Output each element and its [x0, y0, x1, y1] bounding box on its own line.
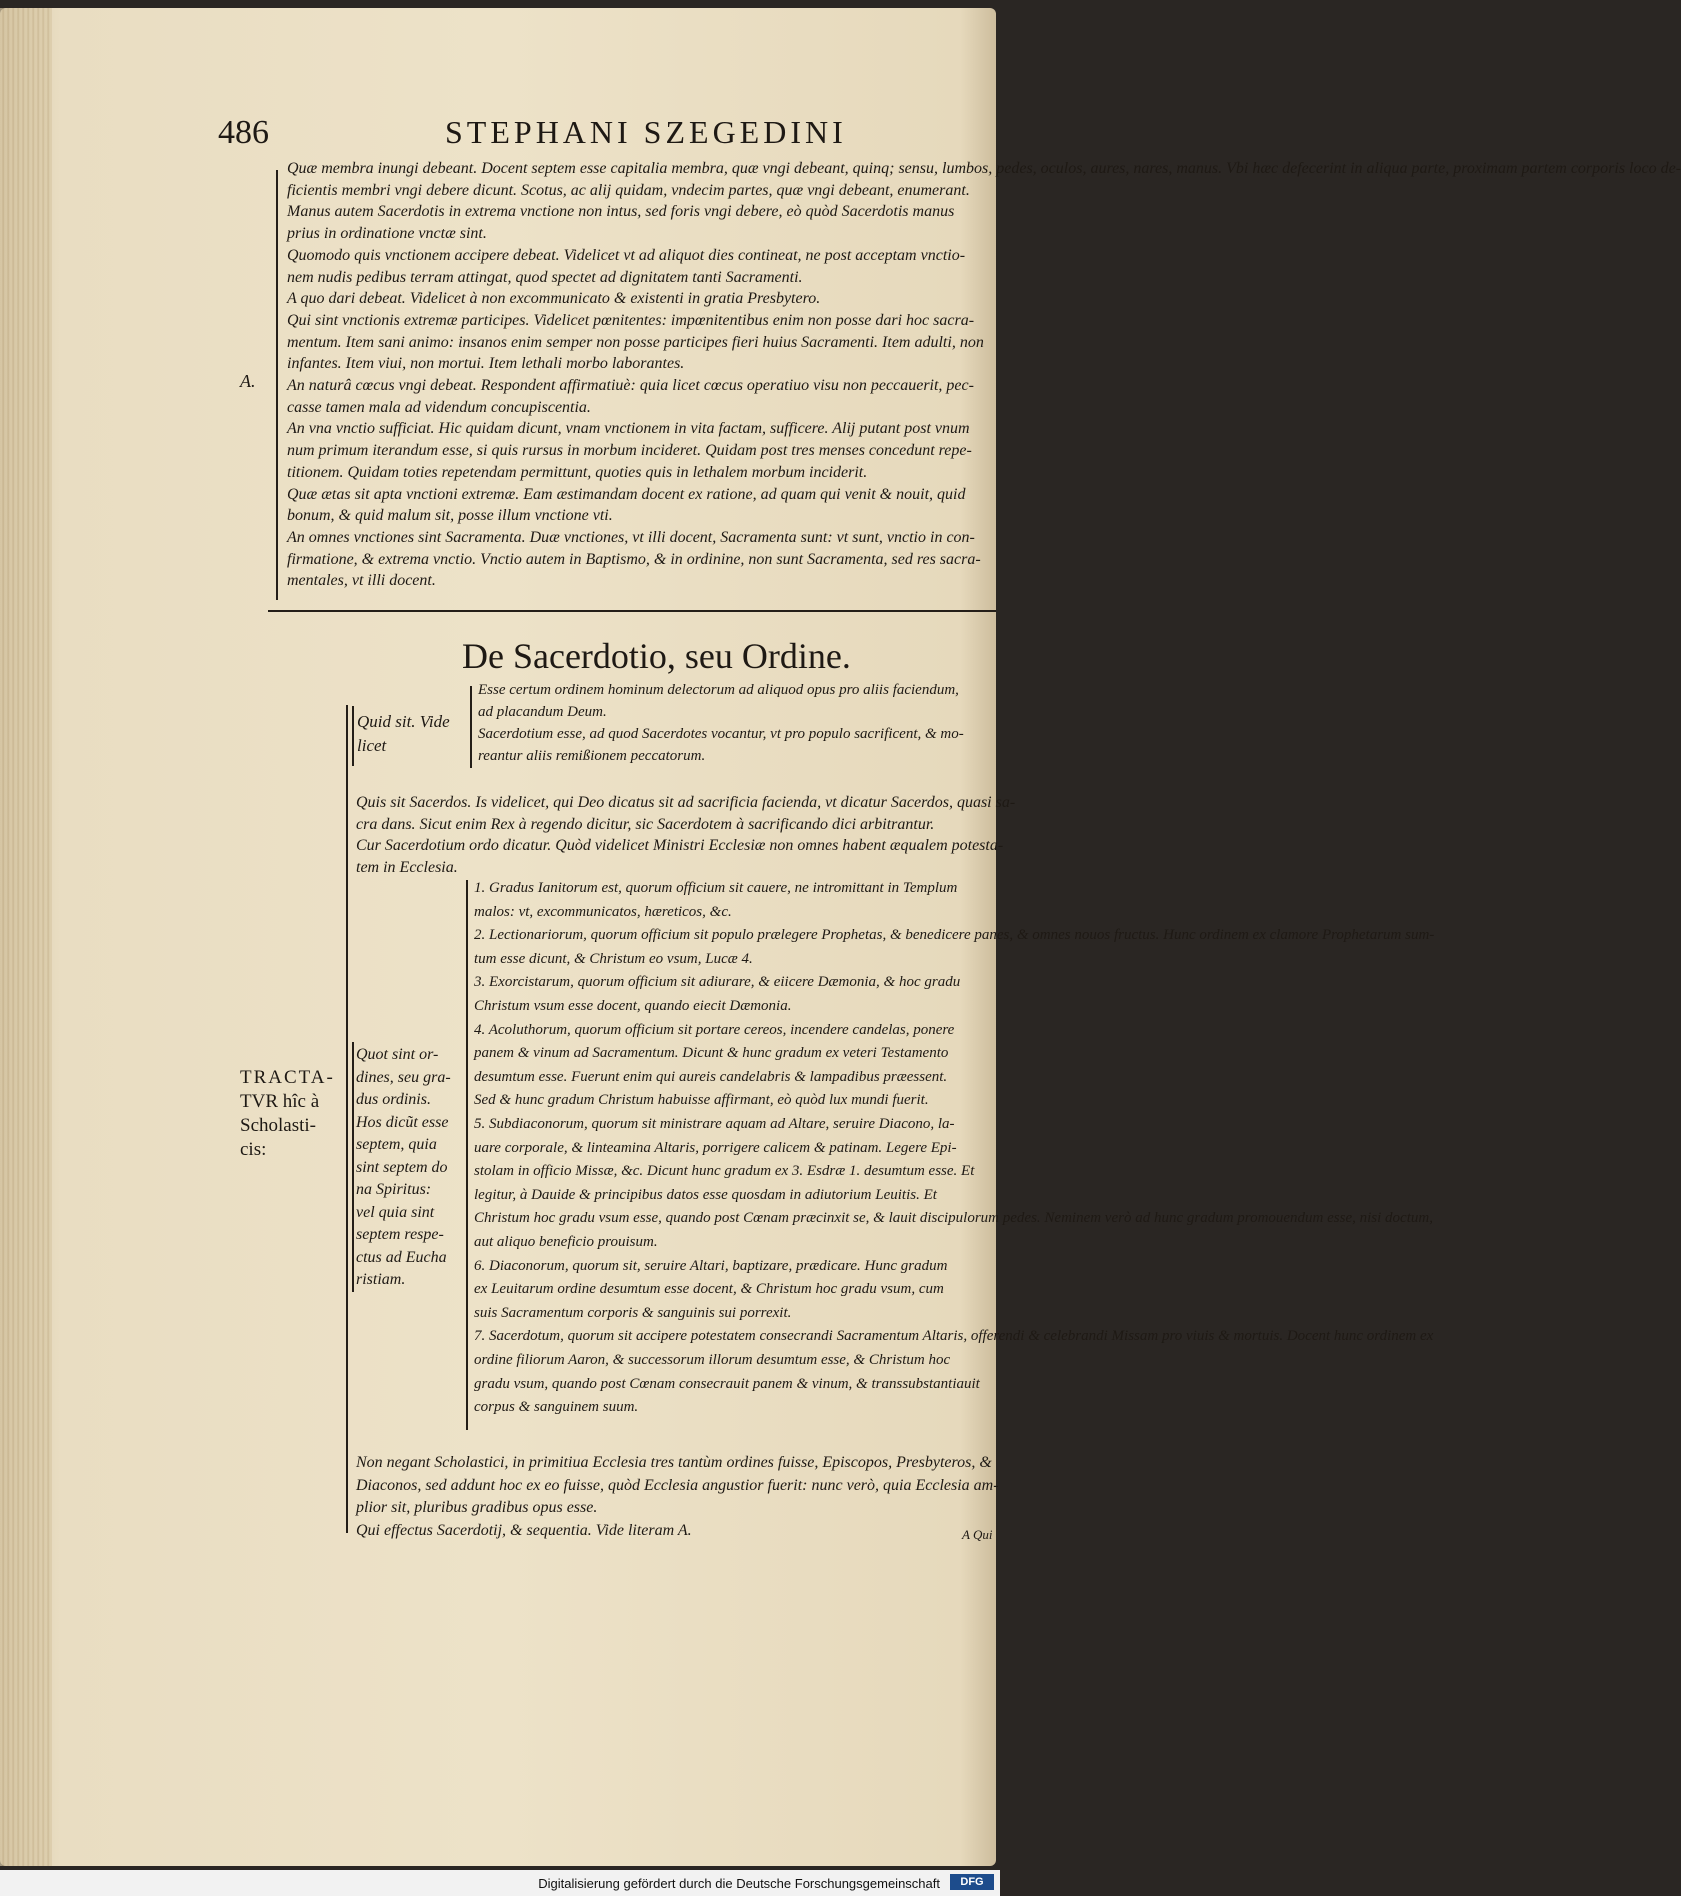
quid-sit-line: Sacerdotium esse, ad quod Sacerdotes vocantur, vt pro populo sacrificent, & mo- — [478, 726, 964, 742]
section-a-line: Quomodo quis vnctionem accipere debeat. Videlicet vt ad aliquot dies contineat, ne post acceptam vnctio- — [287, 246, 966, 264]
grade-line: 2. Lectionariorum, quorum officium sit populo prælegere Prophetas, & benedicere panes, & omnes nouos fructus. Hunc ordinem ex clamore Prophetarum sum- — [474, 927, 1435, 944]
grade-line: 6. Diaconorum, quorum sit, seruire Altari, baptizare, prædicare. Hunc gradum — [474, 1257, 948, 1274]
section-a-line: mentales, vt illi docent. — [287, 572, 436, 590]
grade-line: corpus & sanguinem suum. — [474, 1399, 639, 1416]
grade-line: uare corporale, & linteamina Altaris, porrigere calicem & patinam. Legere Epi- — [474, 1139, 957, 1156]
side-label-line4: cis: — [240, 1139, 267, 1160]
side-label-line3: Scholasti- — [240, 1115, 316, 1136]
section-a-line: bonum, & quid malum sit, posse illum vnctione vti. — [287, 507, 613, 525]
middle-line: Cur Sacerdotium ordo dicatur. Quòd videlicet Ministri Ecclesiæ non omnes habent æqualem potesta- — [356, 837, 1004, 854]
quot-sint-label-line: ristiam. — [356, 1271, 406, 1288]
grade-line: panem & vinum ad Sacramentum. Dicunt & hunc gradum ex veteri Testamento — [474, 1045, 949, 1062]
side-label-line1: TRACTA- — [240, 1067, 335, 1088]
quid-sit-inner-brace — [470, 686, 472, 768]
quot-sint-label-line: septem, quia — [356, 1136, 437, 1153]
grade-line: 5. Subdiaconorum, quorum sit ministrare aquam ad Altare, seruire Diacono, la- — [474, 1116, 955, 1132]
grade-line: Christum vsum esse docent, quando eiecit Dæmonia. — [474, 998, 792, 1014]
grades-brace — [466, 880, 468, 1430]
grade-line: 7. Sacerdotum, quorum sit accipere potestatem consecrandi Sacramentum Altaris, offerendi & celebrandi Missam pro viuis & mortuis. Docent hunc ordinem ex — [474, 1328, 1434, 1345]
quot-sint-label-line: na Spiritus: — [356, 1181, 432, 1198]
quot-sint-label-line: Quot sint or- — [356, 1046, 439, 1063]
quot-sint-label-line: ctus ad Eucha — [356, 1248, 447, 1266]
quot-sint-label-line: septem respe- — [356, 1226, 444, 1243]
section-a-line: An naturâ cœcus vngi debeat. Respondent affirmatiuè: quia licet cœcus operatiuo visu non peccauerit, pec- — [287, 377, 974, 394]
bottom-line: Diaconos, sed addunt hoc ex eo fuisse, quòd Ecclesia angustior fuerit: nunc verò, quia Ecclesia am- — [356, 1476, 999, 1494]
catchword: A Qui — [962, 1527, 993, 1542]
quid-sit-label: Quid sit. Vide licet — [357, 712, 450, 755]
section-a-line: num primum iterandum esse, si quis rursus in morbum incideret. Quidam post tres menses concedunt repe- — [287, 442, 972, 460]
section-a-line: A quo dari debeat. Videlicet à non excommunicato & existenti in gratia Presbytero. — [287, 290, 821, 308]
middle-line: tem in Ecclesia. — [356, 858, 458, 876]
quid-sit-line: ad placandum Deum. — [478, 704, 607, 720]
bottom-line: plior sit, pluribus gradibus opus esse. — [356, 1499, 598, 1516]
running-title: STEPHANI SZEGEDINI — [445, 114, 847, 150]
section-a-line: Quæ ætas sit apta vnctioni extremæ. Eam æstimandam docent ex ratione, ad quam qui venit & nouit, quid — [287, 485, 966, 503]
grade-line: 1. Gradus Ianitorum est, quorum officium sit cauere, ne intromittant in Templum — [474, 880, 958, 896]
section-a-label: A. — [240, 371, 256, 391]
section-a-line: titionem. Quidam toties repetendam permittunt, quoties quis in lethalem morbum inciderit. — [287, 463, 868, 481]
middle-line: cra dans. Sicut enim Rex à regendo dicitur, sic Sacerdotem à sacrificando dici arbitrantur. — [356, 815, 935, 833]
quot-sint-label-line: dines, seu gra- — [356, 1068, 451, 1086]
section-a-brace — [276, 170, 278, 600]
grade-line: stolam in officio Missæ, &c. Dicunt hunc gradum ex 3. Esdræ 1. desumtum esse. Et — [474, 1163, 975, 1180]
grade-line: ex Leuitarum ordine desumtum esse docent, & Christum hoc gradu vsum, cum — [474, 1281, 944, 1298]
section-a-line: casse tamen mala ad videndum concupiscentia. — [287, 398, 591, 416]
side-label-line2: TVR hîc à — [240, 1091, 320, 1112]
grade-line: aut aliquo beneficio prouisum. — [474, 1234, 658, 1250]
section-a-line: prius in ordinatione vnctæ sint. — [287, 225, 487, 243]
section-a-line: An vna vnctio sufficiat. Hic quidam dicunt, vnam vnctionem in vita factam, sufficere. Alij putant post vnum — [287, 420, 970, 438]
section-a-line: An omnes vnctiones sint Sacramenta. Duæ vnctiones, vt illi docent, Sacramenta sunt: vt sunt, vnctio in con- — [287, 528, 975, 546]
quot-sint-brace — [352, 1042, 354, 1292]
grade-line: Sed & hunc gradum Christum habuisse affirmant, eò quòd lux mundi fuerit. — [474, 1092, 929, 1109]
quid-sit-brace — [352, 706, 354, 766]
section-a-line: ficientis membri vngi debere dicunt. Scotus, ac alij quidam, vndecim partes, quæ vngi debeant, enumerant. — [287, 181, 970, 199]
grade-line: gradu vsum, quando post Cœnam consecrauit panem & vinum, & transsubstantiauit — [474, 1375, 980, 1392]
page-stack-edge — [0, 8, 52, 1866]
bottom-line: Qui effectus Sacerdotij, & sequentia. Vide literam A. — [356, 1521, 692, 1539]
section-a-line: nem nudis pedibus terram attingat, quod spectet ad dignitatem tanti Sacramenti. — [287, 268, 803, 286]
section-divider — [268, 610, 996, 612]
grade-line: 4. Acoluthorum, quorum officium sit portare cereos, incendere candelas, ponere — [474, 1021, 955, 1038]
main-brace — [346, 705, 348, 1533]
quot-sint-label-line: vel quia sint — [356, 1203, 435, 1221]
quot-sint-label-line: dus ordinis. — [356, 1091, 431, 1108]
quot-sint-label-line: sint septem do — [356, 1158, 448, 1176]
section-a-line: firmatione, & extrema vnctio. Vnctio autem in Baptismo, & in ordinine, non sunt Sacramenta, sed res sacra- — [287, 550, 981, 568]
grade-line: ordine filiorum Aaron, & successorum illorum desumtum esse, & Christum hoc — [474, 1352, 951, 1368]
footer-credit: Digitalisierung gefördert durch die Deutsche Forschungsgemeinschaft — [538, 1876, 940, 1891]
quot-sint-label-line: Hos dicũt esse — [356, 1113, 449, 1131]
section-a-line: Qui sint vnctionis extremæ participes. Videlicet pœnitentes: impœnitentibus enim non posse dari hoc sacra- — [287, 311, 975, 329]
section-a-line: infantes. Item viui, non mortui. Item lethali morbo laborantes. — [287, 355, 685, 373]
grade-line: legitur, à Dauide & principibus datos esse quosdam in adiutorium Leuitis. Et — [474, 1186, 937, 1203]
grade-line: suis Sacramentum corporis & sanguinis sui porrexit. — [474, 1304, 792, 1321]
section-title: De Sacerdotio, seu Ordine. — [462, 636, 851, 676]
section-a-line: mentum. Item sani animo: insanos enim semper non posse participes fieri huius Sacramenti. Item adulti, non — [287, 333, 984, 351]
quid-sit-line: Esse certum ordinem hominum delectorum ad aliquod opus pro aliis faciendum, — [478, 682, 959, 698]
bottom-line: Non negant Scholastici, in primitiua Ecclesia tres tantùm ordines fuisse, Episcopos, Presbyteros, & — [356, 1454, 992, 1471]
grade-line: tum esse dicunt, & Christum eo vsum, Lucæ 4. — [474, 950, 753, 967]
grade-line: 3. Exorcistarum, quorum officium sit adiurare, & eiicere Dæmonia, & hoc gradu — [474, 974, 961, 991]
quid-sit-line: reantur aliis remißionem peccatorum. — [478, 748, 706, 764]
grade-line: malos: vt, excommunicatos, hæreticos, &c. — [474, 903, 732, 920]
grade-line: desumtum esse. Fuerunt enim qui aureis candelabris & lampadibus præessent. — [474, 1068, 948, 1085]
page-number: 486 — [218, 114, 269, 151]
section-a-line: Quæ membra inungi debeant. Docent septem esse capitalia membra, quæ vngi debeant, quinq; sensu, lumbos, pedes, oculos, aures, nares, manus. Vbi hæc defecerint in aliqua parte, proximam partem corporis loco de- — [287, 160, 1681, 177]
middle-line: Quis sit Sacerdos. Is videlicet, qui Deo dicatus sit ad sacrificia facienda, vt dicatur Sacerdos, quasi sa- — [356, 794, 1016, 811]
dfg-logo: DFG — [950, 1874, 994, 1890]
grade-line: Christum hoc gradu vsum esse, quando post Cœnam præcinxit se, & lauit discipulorum pedes. Neminem verò ad hunc gradum promouendum esse, nisi doctum, — [474, 1210, 1433, 1227]
section-a-line: Manus autem Sacerdotis in extrema vnctione non intus, sed foris vngi debere, eò quòd Sacerdotis manus — [287, 203, 955, 221]
